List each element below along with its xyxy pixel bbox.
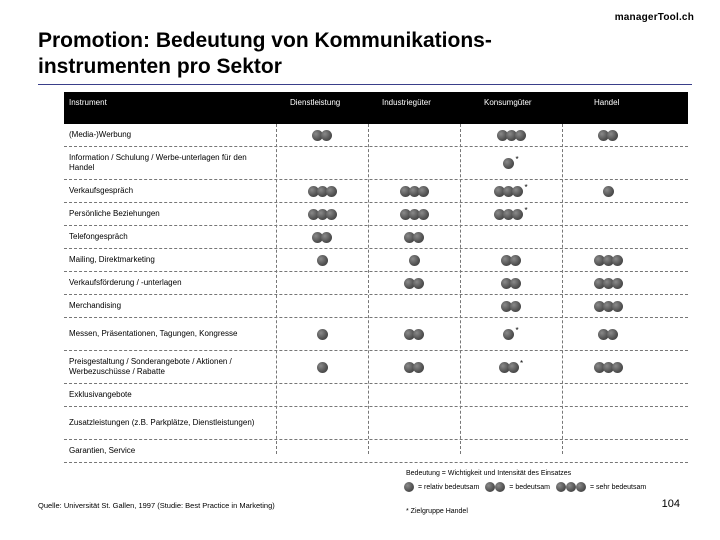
table-row bbox=[64, 203, 688, 226]
row-label: Verkaufsgespräch bbox=[69, 186, 134, 195]
importance-dot-icon bbox=[418, 186, 429, 197]
table-row bbox=[64, 318, 688, 351]
cell-konsum bbox=[460, 351, 562, 383]
table-row bbox=[64, 407, 688, 440]
importance-dot-icon bbox=[508, 362, 519, 373]
cell-dienstleistung bbox=[276, 407, 368, 439]
target-group-marker: * bbox=[515, 154, 519, 164]
importance-dot-icon bbox=[317, 255, 328, 266]
importance-dot-icon bbox=[409, 255, 420, 266]
cell-dienstleistung bbox=[276, 384, 368, 406]
target-group-marker: * bbox=[524, 182, 528, 192]
cell-handel bbox=[562, 384, 654, 406]
cell-industrie bbox=[368, 124, 460, 146]
importance-dot-icon bbox=[503, 158, 514, 169]
legend-dot-icon bbox=[495, 482, 505, 492]
cell-industrie bbox=[368, 384, 460, 406]
importance-dot-icon bbox=[510, 278, 521, 289]
importance-dot-icon bbox=[413, 329, 424, 340]
table-body bbox=[64, 124, 688, 463]
row-label: Zusatzleistungen (z.B. Parkplätze, Dienstleistungen) bbox=[69, 418, 255, 427]
cell-handel bbox=[562, 407, 654, 439]
cell-handel bbox=[562, 440, 654, 462]
table-row bbox=[64, 124, 688, 147]
target-group-marker: * bbox=[524, 205, 528, 215]
row-label: (Media-)Werbung bbox=[69, 130, 132, 139]
header-instrument: Instrument bbox=[69, 98, 107, 107]
cell-konsum bbox=[460, 203, 562, 225]
importance-dot-icon bbox=[603, 186, 614, 197]
cell-handel bbox=[562, 318, 654, 350]
cell-dienstleistung bbox=[276, 226, 368, 248]
row-label: Persönliche Beziehungen bbox=[69, 209, 160, 218]
importance-dot-icon bbox=[512, 209, 523, 220]
cell-dienstleistung bbox=[276, 180, 368, 202]
importance-table bbox=[64, 92, 688, 463]
importance-dot-icon bbox=[326, 209, 337, 220]
cell-handel bbox=[562, 124, 654, 146]
cell-dienstleistung bbox=[276, 249, 368, 271]
legend-dot-icon bbox=[404, 482, 414, 492]
importance-dot-icon bbox=[515, 130, 526, 141]
cell-konsum bbox=[460, 272, 562, 294]
legend-mid: = bedeutsam bbox=[509, 483, 550, 491]
cell-handel bbox=[562, 272, 654, 294]
cell-industrie bbox=[368, 351, 460, 383]
importance-dot-icon bbox=[317, 329, 328, 340]
target-group-marker: * bbox=[515, 325, 519, 335]
page-number: 104 bbox=[661, 498, 680, 510]
column-divider bbox=[276, 124, 277, 454]
cell-dienstleistung bbox=[276, 318, 368, 350]
table-row bbox=[64, 384, 688, 407]
cell-konsum bbox=[460, 226, 562, 248]
row-label: Garantien, Service bbox=[69, 446, 136, 455]
cell-konsum bbox=[460, 249, 562, 271]
cell-dienstleistung bbox=[276, 440, 368, 462]
importance-dot-icon bbox=[321, 232, 332, 243]
target-group-marker: * bbox=[519, 358, 524, 368]
table-row bbox=[64, 440, 688, 463]
importance-dot-icon bbox=[413, 278, 424, 289]
table-row bbox=[64, 226, 688, 249]
importance-dot-icon bbox=[317, 362, 328, 373]
row-label: Preisgestaltung / Sonderangebote / Aktionen / Werbezuschüsse / Rabatte bbox=[69, 357, 232, 376]
header-konsum: Konsumgüter bbox=[484, 98, 532, 107]
cell-handel bbox=[562, 295, 654, 317]
cell-industrie bbox=[368, 249, 460, 271]
cell-dienstleistung bbox=[276, 203, 368, 225]
table-row bbox=[64, 147, 688, 180]
importance-dot-icon bbox=[612, 278, 623, 289]
cell-industrie bbox=[368, 147, 460, 179]
header-dienstleistung: Dienstleistung bbox=[290, 98, 341, 107]
title-line-1: Promotion: Bedeutung von Kommunikations- bbox=[38, 29, 492, 52]
importance-dot-icon bbox=[413, 232, 424, 243]
row-label: Merchandising bbox=[69, 301, 122, 310]
importance-dot-icon bbox=[612, 301, 623, 312]
legend-title: Bedeutung = Wichtigkeit und Intensität des Einsatzes bbox=[406, 470, 572, 477]
cell-handel bbox=[562, 351, 654, 383]
row-label: Telefongespräch bbox=[69, 232, 128, 241]
legend bbox=[404, 482, 652, 492]
row-label: Information / Schulung / Werbe-unterlagen für den Handel bbox=[69, 153, 247, 172]
row-label: Mailing, Direktmarketing bbox=[69, 255, 155, 264]
header-handel: Handel bbox=[594, 98, 620, 107]
cell-industrie bbox=[368, 407, 460, 439]
cell-handel bbox=[562, 203, 654, 225]
importance-dot-icon bbox=[418, 209, 429, 220]
legend-dot-icon bbox=[556, 482, 566, 492]
legend-dot-icon bbox=[576, 482, 586, 492]
cell-dienstleistung bbox=[276, 295, 368, 317]
row-label: Messen, Präsentationen, Tagungen, Kongresse bbox=[69, 329, 238, 338]
importance-dot-icon bbox=[510, 255, 521, 266]
cell-dienstleistung bbox=[276, 124, 368, 146]
row-label: Verkaufsförderung / -unterlagen bbox=[69, 278, 182, 287]
cell-konsum bbox=[460, 295, 562, 317]
row-label: Exklusivangebote bbox=[69, 390, 132, 399]
column-divider bbox=[562, 124, 563, 454]
source-note: Quelle: Universität St. Gallen, 1997 (Studie: Best Practice in Marketing) bbox=[38, 501, 275, 510]
importance-dot-icon bbox=[321, 130, 332, 141]
legend-high: = sehr bedeutsam bbox=[589, 483, 647, 491]
footnote: * Zielgruppe Handel bbox=[406, 508, 468, 515]
legend-dot-icon bbox=[485, 482, 495, 492]
cell-konsum bbox=[460, 147, 562, 179]
table-row bbox=[64, 180, 688, 203]
table-header bbox=[64, 92, 688, 124]
header-industrie: Industriegüter bbox=[382, 98, 431, 107]
importance-dot-icon bbox=[612, 362, 623, 373]
title-divider bbox=[38, 84, 692, 85]
cell-konsum bbox=[460, 407, 562, 439]
cell-industrie bbox=[368, 226, 460, 248]
cell-konsum bbox=[460, 440, 562, 462]
column-divider bbox=[368, 124, 369, 454]
cell-konsum bbox=[460, 384, 562, 406]
brand-logo: managerTool.ch bbox=[614, 12, 694, 23]
cell-dienstleistung bbox=[276, 351, 368, 383]
importance-dot-icon bbox=[607, 329, 618, 340]
cell-handel bbox=[562, 147, 654, 179]
cell-dienstleistung bbox=[276, 272, 368, 294]
legend-low: = relativ bedeutsam bbox=[418, 483, 480, 491]
importance-dot-icon bbox=[510, 301, 521, 312]
importance-dot-icon bbox=[607, 130, 618, 141]
cell-industrie bbox=[368, 272, 460, 294]
cell-handel bbox=[562, 249, 654, 271]
importance-dot-icon bbox=[512, 186, 523, 197]
table-row bbox=[64, 272, 688, 295]
legend-dot-icon bbox=[566, 482, 576, 492]
importance-dot-icon bbox=[326, 186, 337, 197]
column-divider bbox=[460, 124, 461, 454]
cell-industrie bbox=[368, 318, 460, 350]
cell-industrie bbox=[368, 440, 460, 462]
cell-industrie bbox=[368, 180, 460, 202]
table-row bbox=[64, 295, 688, 318]
cell-konsum bbox=[460, 124, 562, 146]
table-row bbox=[64, 249, 688, 272]
cell-konsum bbox=[460, 180, 562, 202]
cell-konsum bbox=[460, 318, 562, 350]
importance-dot-icon bbox=[612, 255, 623, 266]
cell-handel bbox=[562, 180, 654, 202]
importance-dot-icon bbox=[503, 329, 514, 340]
title-line-2: instrumenten pro Sektor bbox=[38, 55, 282, 78]
cell-handel bbox=[562, 226, 654, 248]
cell-industrie bbox=[368, 295, 460, 317]
importance-dot-icon bbox=[413, 362, 424, 373]
cell-dienstleistung bbox=[276, 147, 368, 179]
page-title bbox=[38, 28, 678, 80]
cell-industrie bbox=[368, 203, 460, 225]
table-row bbox=[64, 351, 688, 384]
